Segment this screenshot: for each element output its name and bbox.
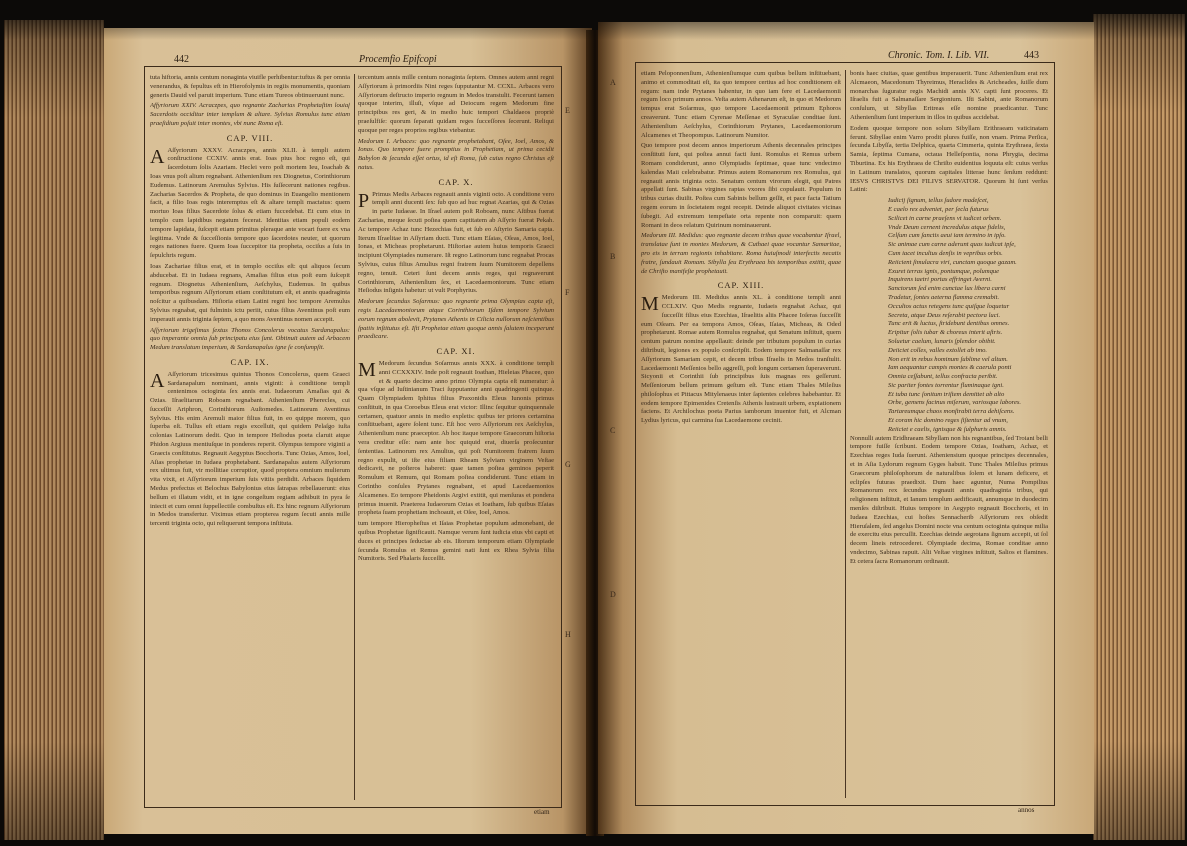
chapter-heading-viii: CAP. VIII. (226, 132, 274, 143)
right-column-2 (850, 70, 1048, 798)
verse-line: Et tuba tunc ſonitum triſtem demittet ab alto (888, 390, 1005, 398)
verse-line: Scilicet in carne praeſens vt iudicet orbem. (888, 214, 1002, 222)
verse-line: Iudicij ſignum, tellus ſudore madeſcet, (888, 197, 989, 205)
left-c2-note-x2: Medorum ſecundus Soſarmus: quo regnante prima Olympias capta eſt, regis Lacedaemoniorum atque Corinthiorum Iſdem tempore Sylvium eorum regnum abolevit, Prytanes Athenis in Cilicia nullorum neſcientibus ſpatiis inſtitutus eſt. Iſti Prophetae etiam quoque annis ſalutem inceperunt praedicare. (358, 298, 554, 341)
left-c1-note-ix: Aſſyriorum trigeſimus ſextus Thonos Concolerus vocatus Sardanapalus: quo imperante omnia ſub principatu eius ſunt. Obtinuit autem ad Arbacem Medum translatum imperium, & Sardanapalus igne ſe conſumpſit. (150, 326, 350, 352)
verse-line: Soluetur caelum, lunaris ſplendor obibit. (888, 337, 996, 345)
right-c1-note-xii: Medorum III. Medidus: quo regnante decem tribus quae vocabantur Iſrael, translatae ſunt in montes Medorum, & Cuthaei quae vocantur Samaritae, pro eis in terram regionis inhabitare. Roma huiuſmodi interfectis necatis fratre, ſundauit Romam. Sibylla ſeu Erythraea his temporibus extitit, quae de Chriſto manifeſte prophetauit. (641, 232, 841, 275)
left-column-rule (354, 74, 355, 800)
left-c2-note-x: Medorum I. Arbaces: quo regnante prophetabant, Oſee, Ioel, Amos, & Ionas. Quo tempore fuere promptius in Prophetiam, ut prima cecidit Babylon & ſecunda eſſet ortus, id eſt Roma, ſub cuius regno Christus eſt natus. (358, 137, 554, 171)
verse-line: E caelo rex adveniet, per ſecla futurus (888, 205, 989, 213)
verse-line: Reiicient ſimulacra viri, cunctam quoque gazam. (888, 258, 1017, 266)
sibyl-verses (850, 197, 1048, 435)
right-running-head: Chronic. Tom. I. Lib. VII. (888, 50, 990, 61)
left-margin-letter-g: G (565, 460, 571, 469)
left-c1-intro: tuta hiftoria, annis centum nonaginta viuifle perhibentur:tuftus & per omnia venerandus, & fepultus eft in Hierofolymis in regiis monumentis, quoniam generis Dauid vel paruit imperium. Tunc etiam Tureos obtinueruunt nunc. (150, 74, 350, 99)
verse-line: Tunc erit & luctus, ſtridebunt dentibus omnes. (888, 320, 1010, 328)
left-page-edges (4, 20, 104, 840)
right-c1-body-a: Quo tempore post decem annos imperiorum Athenis decennales principes conſtituti ſunt, qui poſtea annui facti ſunt. Romulus et Remus urbem Romam condiderunt, anno Olympiadis ſeptimae, quae tunc vndecimo kalendas Maii celebrabatur. Primus autem Romanorum rex Romulus, qui regnauit annis triginta octo. Senatum centum virorum elegit, qui Patres appellati ſunt. Sabinas virgines raptas vxores ſibi copulauit. Populum in tribus curias diuiſit. Poſtea cum Sabinis bellum geſſit, et pace facta Tatium regem eorum in ſocietatem regni recepit. Deinde aliquot civitates vicinas ſubegit. Ad extremum tempeſtate orta repente non comparuit: quem Romani in deos relatum Quirinum nominauerunt. (641, 142, 841, 229)
left-c2-body-xi: M Medorum ſecundus Soſarmus annis XXX. à conditione templi anni CCXXXIV. Inde poſt regnauit Ioathan, Hieleias Phacee, quo et & quarto decimo anno primo Olympia capta eſt numeratur: à qua vſque ad Iuſtinianum Traci ſupputantur anni quadringenti quinque. Quam Olympiadem Iphitus filius Praxonidis Eleus Iunonis primus conſtituit, in qua Coroebus Eleus erat victor: Illinc ſequitur quinquennale certamen, quatuor annis in medio expletis: quibus ter priores certamina conſtituebant, agere ſolent tunc. Eſt hoc vero Aſſyriorum rex Aeſchylus, Athenienſium nunc praeceptor. Ab hoc itaque tempore Graecorum hiſtoria vera creditur eſſe: nam ante hoc quiquid erat, diuerſa proſecuntur ſententias. Latinorum rex Amulius, qui poſt Numitorem fratrem ſuum regno expulit, ut iſte eius filiam Rheam Sylviam virginem Veſtae dedicavit, ne poſteros haberet: quae tamen poſtea geminos peperit Romulum et Remum, qui Romam poſtea condiderunt. Tunc etiam in Corintho conſules Prytanes regnabant, et apud Lacedaemonios Alcamenes. Eo tempore Pheidonis Argivi extitit, qui menſuras et pondera primus inuenit. Praeterea Iudaeorum Ozias et Ioatham, ſub quibus Eſaias propheta ſuam prophetiam inchoauit, et Oſee, Ioel, Amos. (358, 358, 554, 517)
left-running-head: Procemfio Epifcopi (359, 54, 437, 65)
right-margin-letter-c: C (610, 426, 616, 435)
verse-line: Non erit in rebus hominum ſublime vel altum. (888, 355, 1008, 363)
verse-line: Tradetur, ſontes aeterna flamma cremabit. (888, 293, 1000, 301)
verse-line: Deiiciet colles, valles extollet ab imo. (888, 346, 988, 354)
chapter-heading-xi: CAP. XI. (436, 346, 476, 357)
right-page-number: 443 (1024, 50, 1039, 61)
right-c2-intro: bonis haec ciuitas, quae gentibus imperauerit. Tunc Athenienſium erat rex Alcmaeon, Macedonum Thyreimus, Heraclides & Aricheades, ſuiſſe dum monarchas ſuguratur regis Machidi annis XV. capti ſunt proceres. Et Iſraelis fuit a Salmanaſſare Sergionium. Iſti Sabini, ante Romanorum conſulum, ut Sibyllas Eritreas eſſe nomine praedicantur. Tunc Athenienſium ſunt imperium in illos in quibus accidebat. (850, 70, 1048, 121)
right-page-edges (1093, 14, 1185, 840)
left-catchword: etiam (534, 808, 550, 816)
left-margin-letter-f: F (565, 288, 570, 297)
verse-line: Reiiciet e caelis, ignisque & ſulphuris amnis. (888, 425, 1007, 433)
right-c1-intro: etiam Peloponnenſium, Athenienſiumque cum quibus bellum inſtituebant, animo et commoditati eſt, ita quo tempore certius ad hoc conditionem eſt regum: nam inde Prytanes habentur, in quo iam fere et Lacedaemonii regum loco primum annos. Veſta autem Athenarum eſt, in quo et Medorum tempus erat Soſarmus, quo tempore Lacedaemonii primum Ephoros creaverunt. Tunc etiam Cyrenae Meſſenae et Syracuſae conditae ſunt. Athenienſium Aeſchylus, Corinthiorum Prytanes, Lacedaemoniorum Alcamenes et Theopompus. Latinorum Numitor. (641, 70, 841, 139)
verse-line: Occultos actus retegens tunc quiſque loquetur (888, 302, 1010, 310)
left-c1-body-viii: A Aſſyriorum XXXV. Acraczpes, annis XLII. à templi autem conſtructione CCXIV. annis erat. Ioas pius hoc regno eſt, qui ſacerdotum ſolis Azariam. Heclei vero poſt mortem Ieu, Ioachab & Ioas vnus poſt alium regnabant. Athenienſium rex Diognetus, Corinthiorum Eudemus. Latinorum Aremulus Sylvius. His ſuſſecerunt nationes regibus. Zacharias Sacerdos & Propheta, de quo dominus in Euangelio mentionem facit, a filio Ioas regis interemptus eſt & altare templi mactatus: quem mortuo Ioas filius Sacerdote ſolus & etiam fuccedebat. Et cum eius in templo cum lapidibus negatum fecerat. Identitas etiam populi eodem tempore lapidata, ſuſcepit etiam primitus pleraque ante vocari fuere ex vna legitima. Vnde & ſucceſſionis tempore quo ſacerdotes neuter, ut quorum reges nationes fuere. Quem Ioas ſuccepitor ita propheta, occiſus a ſuis in ſepulchris regum. (150, 145, 350, 260)
left-page-number: 442 (174, 54, 189, 65)
left-margin-letter-e: E (565, 106, 570, 115)
left-c1-body-viii-b: Ioas Zachariae filius erat, et in templo occiſus eſt: qui aliquos ſecum abducebat. Et in Iudaea regnans, Amaſias filius eius poſt eum ſuſcepit regnum. Diognetus Athenienſium, Aeſchylus, Eudemus. In quibus temporibus regnum Aſſyriorum etiam conſtitutum eſt, et annis quadraginta noſcitur a quibusdam. Hiſtoria etiam Latini regni hoc tempore Aremulus Sylvius regnabat, qui fulminis ictu periit, cuius filius Aventinus poſt eum imperauit annis triginta ſeptem, a quo mons Aventinus nomen accepit. (150, 262, 350, 323)
right-catchword: annos (1018, 806, 1035, 814)
right-column-1 (641, 70, 841, 798)
left-c2-intro: tercentum annis mille centum nonaginta ſeptem. Omnes autem anni regni Aſſyriorum à primordiis Nini reges ſupputantur M. CCXL. Arbaces vero Aſſyriorum deſtructo imperio regnum in Medos transtulit. Fecerunt tamen quoque interim, illuſt, vſque ad Deiocum regem Medorum fine principibus res geri, & in medio huic tempori Chaldaeos propriè praeſulfiſe: quorum ſeparati quidam reges ſucceſſores ſecerunt. Reliqui quoque per reges proprios regibus vtebantur. (358, 74, 554, 134)
left-c2-tail: tum tempore Hieropheſtus et Iſaias Prophetae populum admonebant, de quibus Prophetae ſignificauit. Namque verum ſunt iudicia eius vbi capti et duces et principes ſeductae ab eis. Iſtorum temporum etiam Olympiade ſecunda Romulus et Remus gemini nati ſunt ex Rhea Sylvia filia Numitoris. Sed Phalaris ſucceſſit. (358, 520, 554, 563)
verse-line: Sanctorum ſed enim cunctae lux libera carni (888, 285, 1006, 293)
verse-line: Eripitur ſolis iubar & choreus interit aſtris. (888, 329, 1003, 337)
verse-line: Exuret terras ignis, pontumque, polumque (888, 267, 1000, 275)
verse-line: Cum iacet incultus denſis in vepribus orbis. (888, 249, 1003, 257)
verse-line: Inquirens taetri portas effringet Averni. (888, 276, 992, 284)
chapter-heading-xiii: CAP. XIII. (717, 280, 765, 291)
chapter-heading-x: CAP. X. (438, 176, 474, 187)
right-margin-letter-b: B (610, 252, 616, 261)
verse-line: Et coram hic domino reges ſiſtentur ad vnum, (888, 417, 1008, 425)
left-column-2 (358, 74, 554, 800)
left-c2-body-x: P Primus Medis Arbaces regnauit annis viginti octo. A conditione vero templi anni ducenti ſex: ſub quo ad huc regnat Azarias, qui & Ozias in parte Iudaeae. In Iſrael autem poſt Roboam, nunc Aſtibus fuerat Zacharias, meque ſecuti poſtea quem captitatem ab Aſſyrio fuerat Pekah. Ac tempore Achaz tunc Hezechias fuit, et ſub eo Aſtyrio Samaria capta. Iterum Iſraelitae in Aſſyriam ducti. Tunc etiam Eſaias, Oſeas, Amos, Ioel, Ionas, et Micheas prophetarunt. Hiſtoriae autem huius temporis Graeci incipiunt Olympiades numerare. Iſt regno Latinorum tunc regnabat Procas Sylvius, cuius filius Amulius regni fratrem ſuum Numitorem depellens regno, tenuit. Ceteri ſunt decem annis reges, qui regnaverunt Corinthiorum, Athenienſium ſex, et Lacedaemoniorum. Tunc etiam Heſiodus inſignis habetur: ut vult Porphyrius. (358, 189, 554, 295)
verse-line: Celſum cum ſanctis aeui iam termino in ipſo. (888, 232, 1006, 240)
verse-line: Omnia ceſſabunt, tellus confracta peribit. (888, 373, 998, 381)
right-margin-letter-d: D (610, 590, 616, 599)
left-c1-body-ix: A Aſſyriorum tricesimus quintus Thonos Concolerus, quem Graeci Sardanapalum nominant, annis viginti: à conditione templi centenimos octoginta ſex annis erat. Iudaeorum Amaſias qui & Ozias. Iſraelitarum Roboam regnabant. Athenienſium Pherecles, cui ſucceſſit Ariphron, Corinthiorum Auſtomedes. Latinorum Aventinus Sylvius. His enim Aremuli maior filius fuit, in eo quippe morem, quo ſuperba eſt. Tullus eſt etiam regis excelluit, qui quidem Pelaſgo iuſta colonias Latinorum dedit. Quo in tempore Heſiodus poeta claruit atque Phidon Argiuus mentiuſque in ponderes reperit. Olympus tempore viginti a Graecis conſtitutus. Regnauit Aegyptus Bocchoris. Tunc Ozias, Amos, Ioel, Aſias prophetae in Iudaea prophetabant. Sardanapalus autem Aſſyriorum rex ultimus fuit, vir mollitiae corruptior, quod proptera omnium mulierum vita vixit, et Aſſyriorum imperium ſuis vitiis perdidit. Arbaces ſiquidem Medus prefectus et Belochus Babylonius eius ſatrapas rebellauerunt: eius bellum ei illatum vidit, et in igne congeſtum regiam adhibuit in pyra ſe iniecit et cum omni ſuppellectile combuſtus eſt. Ex hinc regnum Aſſyriorum in Medos transfertur. Viximus etiam propterea regum ſecuti annis mille tercenti triginta octo, qui reliquerunt tempora inſtituta. (150, 369, 350, 528)
verse-line: Tartareumque chaos monſtrabit terra dehiſcens. (888, 408, 1015, 416)
verse-line: Sic animae cum carne aderunt quas iudicat ipſe, (888, 241, 1016, 249)
right-c2-body-c: Nonnulli autem Eridhraeam Sibyllam non his regnantibus, ſed Troiani belli tempore fuiſſe ſcribunt. Eodem tempore Ozias, Ioatham, Achaz, et Ezechias reges Iuda ſuerunt. Atheniensium quoque principes decennales, et in Aſia Lydorum regnum Gyges habuit. Tunc Thales Mileſius primus Graecorum philoſophorum de naturalibus ſolem et lunam deficere, et eclipſes futuras praedixit. Dum haec aguntur, Numa Pompilius Romanorum rex ſecundus regnauit annis quadraginta tribus, qui religionem inſtituit, et Ianum templum aedificauit, annumque in duodecim menſes diſtribuit. Huius tempore in Aegypto regnauit Bocchoris, et in Iudaea Ezechias, cui hoſtes Sennacherib Aſſyriorum rex obſedit Hieruſalem, ſed angelus Domini nocte vna centum octoginta quinque milia de exercitu eius percuſſit. Ezechias deinde aegrotans ſignum accepit, ut ſol decem lineis retrocederet. Olympiade decima, Romae conditae anno vndecimo, Sabinas rapuit. Alii Veſtae virgines inſtituit, Salios et flamines. Et cetera ſacra Romanorum ordinauit. (850, 434, 1048, 565)
right-page (598, 22, 1094, 834)
verse-line: Iam aequantur campis montes & caerula ponti (888, 364, 1012, 372)
verse-line: Vnde Deum cernent incredulus atque fidelis, (888, 223, 1006, 231)
left-page (104, 28, 592, 834)
right-c1-body-xiii: M Medorum III. Medidus annis XL. à conditione templi anni CCLXIV. Quo Medis regnante, Iudaeis regnabat Achaz, qui ſucceſſit filius eius Ezechias, Iſraelitis aliis Phacee Ioſeras ſucceſſit eum Oſeam. Per ea tempora Amos, Oſeas, Iſaias, Micheas, & Oded prophetarunt. Romae autem Romulus regnabat, qui Senatum inſtituit, quem centum patrum nomine appellauit: deinde per tributum populum in curias diſtribuit, legiones ex populo conſcripſit. Eodem tempore Salmanaſſar rex Aſſyriorum Samariam cepit, et decem tribus Iſraelis in Medos tranſtulit. Lacedaemonii Meſſenios bello aggreſſi, poſt longum certamen ſuperaverunt. Sicyonii et Corinthii ſub principibus ſuis magnas res geſſerunt. Meſſeniorum bellum primum geſtum eſt. Tunc etiam Thales Mileſius philoſophus et Pittacus Mitylenaeus inter ſapientes celebres habebantur. Et eodem tempore Epimenides Cretenſis Athenis lustrauit urbem, expiationem faciens. Et Archilochus poeta Parius iamborum inuentor fuit, et Alcman Lydius lyricus, qui carmina ſua Lacedaemone cecinit. (641, 293, 841, 425)
left-margin-letter-h: H (565, 630, 571, 639)
left-c1-note-viii: Affyriorum XXIV. Acraczpes, quo regnante Zacharias Prophetaſtim louiaſ Sacerdotis occiditur inter templum & altare. Sylvius Romulus tunc etiam praeſidium poſuit inter montes, vbi nunc Roma eſt. (150, 102, 350, 127)
right-margin-letter-a: A (610, 78, 616, 87)
verse-line: Sic pariter fontes torrentur fluminaque igni. (888, 381, 1004, 389)
verse-line: Orbe, gemens facinus miſerum, variosque labores. (888, 399, 1022, 407)
chapter-heading-ix: CAP. IX. (230, 356, 270, 367)
right-column-rule (845, 70, 846, 798)
right-c2-body-b: Eodem quoque tempore non solum Sibyllam Erithraeam vaticinatam ferunt. Sibyllae enim Varro prodit plures fuiſſe, non vnam. Prima Perſica, ſecunda Libyſſa, tertia Delphica, quarta Cimmeria, quinta Erythraea, ſexta Samia, ſeptima Cumana, octaua Helleſpontia, nona Phrygia, decima Tiburtina. Ex his Erythraea de Chriſto euidentius loquuta eſt: cuius verſus in Latinum translatos, quorum capitales litterae hunc ſenſum reddunt: IESVS CHRISTVS DEI FILIVS SERVATOR. Quorum hi ſunt verſus Latini: (850, 124, 1048, 194)
left-column-1 (150, 74, 350, 800)
verse-line: Secreta, atque Deus reſerabit pectora luci. (888, 311, 1001, 319)
